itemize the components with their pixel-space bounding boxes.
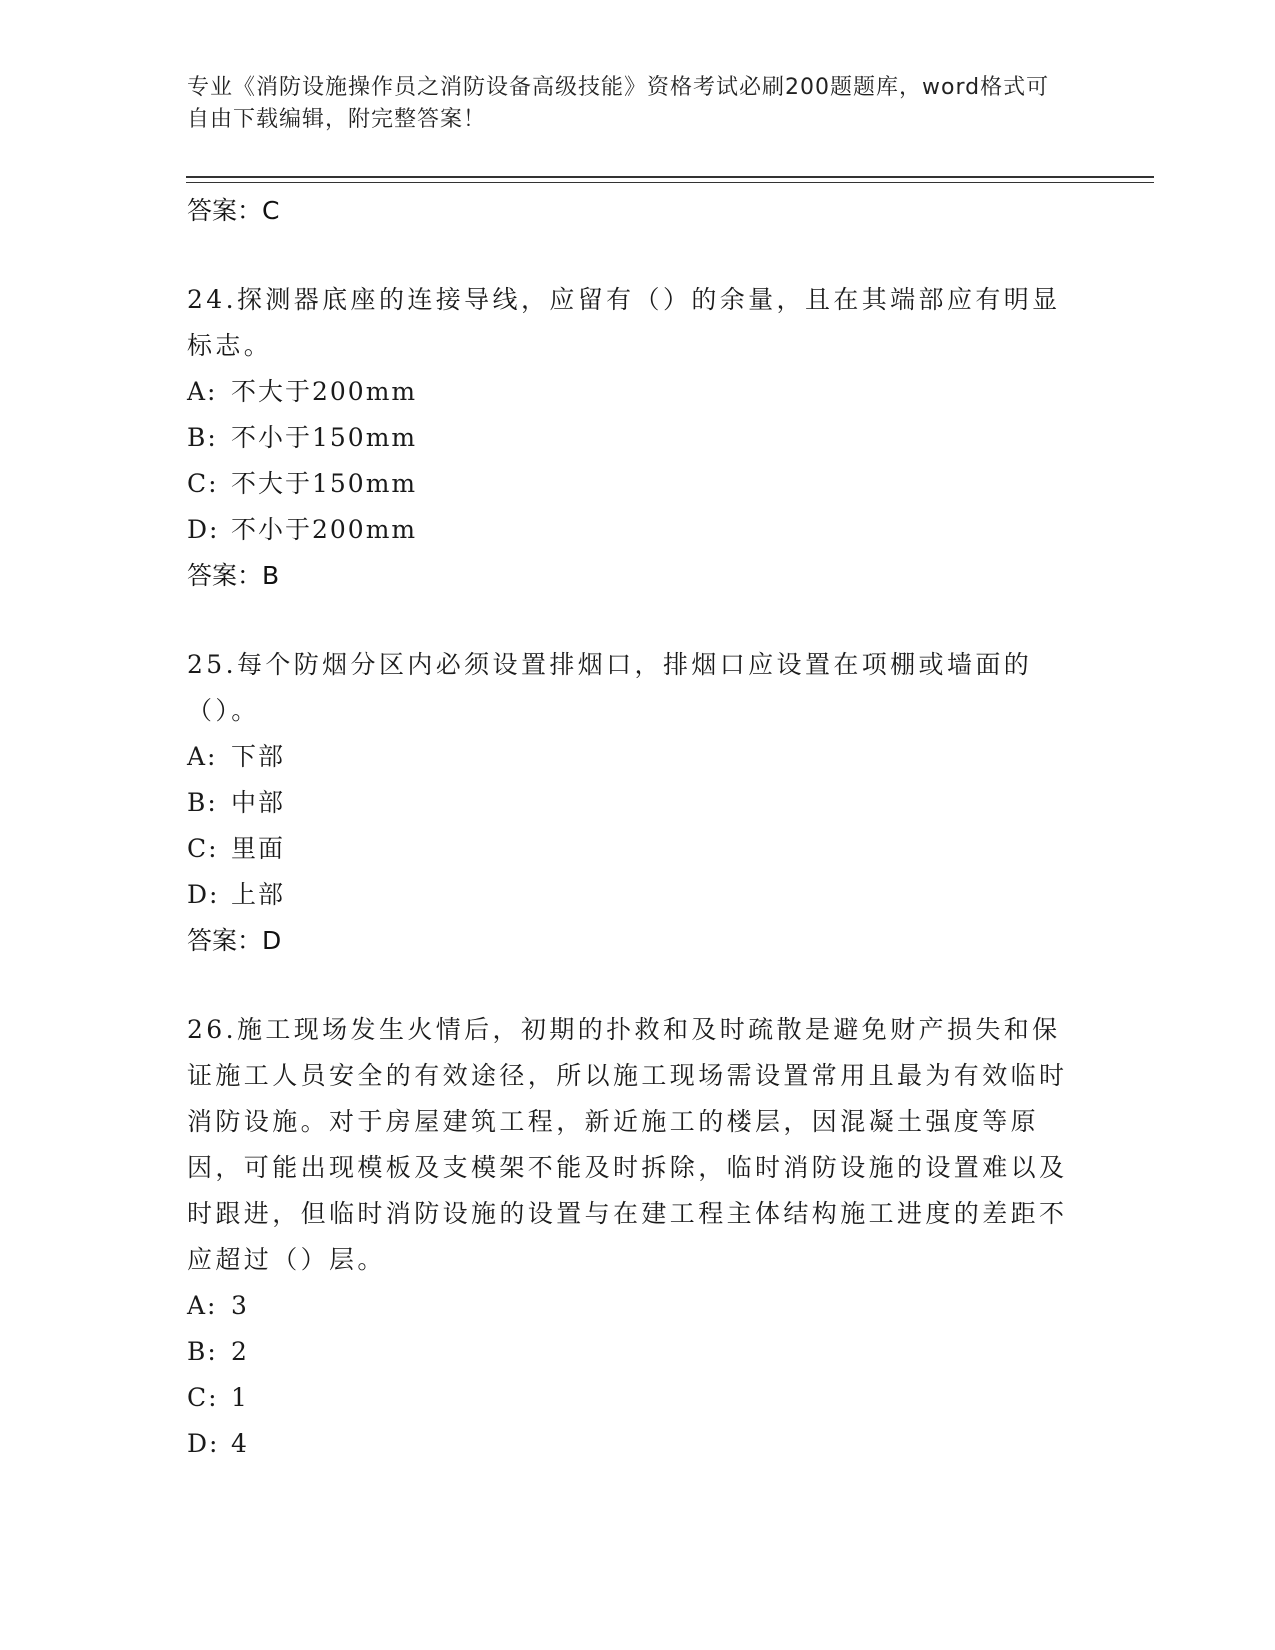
question-list [187,188,1087,1467]
option-text: 1 [231,1383,249,1412]
option-key: A: [187,742,218,771]
option-key: A: [187,1291,218,1320]
option-a [187,1283,1087,1329]
option-key: C: [187,834,219,863]
header-rule-thick [186,176,1154,178]
option-text: 下部 [231,742,286,771]
option-b [187,1329,1087,1375]
option-text: 不大于200mm [231,377,418,406]
header-rule-thin [186,182,1154,183]
option-c [187,826,1087,872]
option-text: 里面 [231,834,286,863]
option-key: D: [187,1429,220,1458]
question-26 [187,1007,1087,1467]
option-text: 不小于200mm [231,515,418,544]
option-c [187,1375,1087,1421]
option-text: 4 [231,1429,249,1458]
option-key: C: [187,1383,219,1412]
question-stem: 25.每个防烟分区内必须设置排烟口，排烟口应设置在项棚或墙面的（）。 [187,650,1033,725]
option-text: 上部 [231,880,286,909]
answer-line: 答案：D [187,926,282,955]
answer-line: 答案：B [187,561,280,590]
option-key: A: [187,377,218,406]
option-text: 中部 [231,788,286,817]
question-24 [187,277,1087,599]
option-d [187,507,1087,553]
option-b [187,415,1087,461]
option-key: B: [187,1337,218,1366]
document-header: 专业《消防设施操作员之消防设备高级技能》资格考试必刷200题题库，word格式可自由下载编辑，附完整答案！ [187,75,1050,132]
option-c [187,461,1087,507]
option-text: 3 [231,1291,249,1320]
option-key: D: [187,880,220,909]
option-b [187,780,1087,826]
option-d [187,1421,1087,1467]
option-a [187,369,1087,415]
option-key: B: [187,423,218,452]
option-d [187,872,1087,918]
option-key: C: [187,469,219,498]
option-key: B: [187,788,218,817]
option-key: D: [187,515,220,544]
answer-line: 答案：C [187,196,280,225]
option-text: 2 [231,1337,249,1366]
option-text: 不大于150mm [231,469,418,498]
option-text: 不小于150mm [231,423,418,452]
option-a [187,734,1087,780]
question-stem: 24.探测器底座的连接导线，应留有（）的余量，且在其端部应有明显标志。 [187,285,1061,360]
question-25 [187,642,1087,964]
question-stem: 26.施工现场发生火情后，初期的扑救和及时疏散是避免财产损失和保证施工人员安全的有效途径，所以施工现场需设置常用且最为有效临时消防设施。对于房屋建筑工程，新近施工的楼层，因混凝土强度等原因，可能出现模板及支模架不能及时拆除，临时消防设施的设置难以及时跟进，但临时消防设施的设置与在建工程主体结构施工进度的差距不应超过（）层。 [187,1015,1068,1274]
